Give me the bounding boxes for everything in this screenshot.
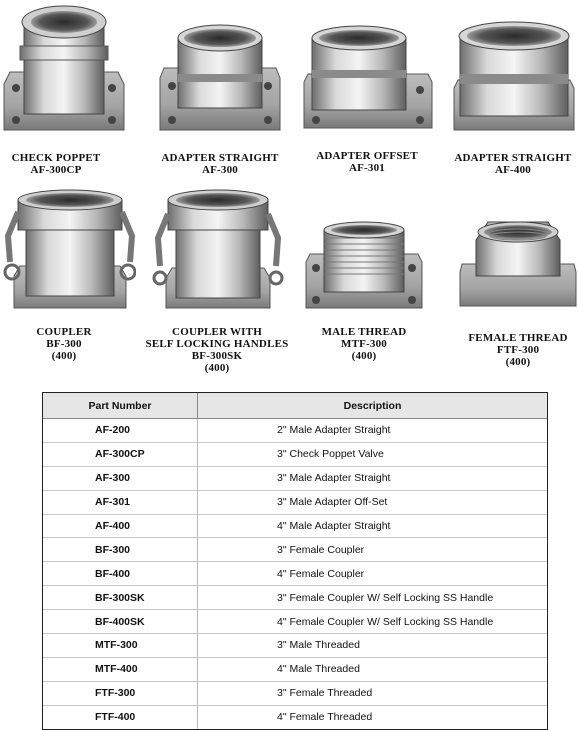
caption-line: AF-301 [348, 162, 386, 174]
product-caption-adapter-offset [300, 150, 434, 174]
caption-line: MALE THREAD [321, 326, 407, 338]
part-number-cell: BF-300 [43, 538, 198, 562]
male-thread-photo [304, 220, 424, 312]
description-cell: 3" Female Coupler [198, 538, 548, 562]
table-row [43, 610, 547, 634]
caption-line: AF-400 [494, 164, 532, 176]
table-row [43, 634, 547, 658]
table-row [43, 705, 547, 728]
description-cell: 4" Male Adapter Straight [198, 514, 548, 538]
product-caption-male-thread [306, 326, 422, 362]
caption-line: BF-300 [46, 338, 82, 350]
product-caption-adapter-straight-400 [448, 152, 578, 176]
table-row [43, 466, 547, 490]
part-number-cell: AF-200 [43, 419, 198, 443]
caption-line: SELF LOCKING HANDLES [145, 338, 289, 350]
table-row [43, 419, 547, 443]
part-number-cell: AF-301 [43, 490, 198, 514]
product-caption-check-poppet [0, 152, 112, 176]
description-cell: 2" Male Adapter Straight [277, 424, 391, 437]
description-cell: 4" Male Threaded [198, 657, 548, 681]
part-number-cell: BF-400 [43, 562, 198, 586]
table-row [43, 657, 547, 681]
part-number-cell: BF-400SK [43, 610, 198, 634]
caption-line: MTF-300 [340, 338, 387, 350]
check-poppet-photo [2, 2, 126, 136]
description-cell: 3" Male Adapter Straight [198, 466, 548, 490]
caption-line: BF-300SK [191, 350, 243, 362]
caption-line: ADAPTER OFFSET [316, 150, 418, 162]
table-body [43, 419, 547, 729]
caption-line: AF-300 [201, 164, 239, 176]
parts-table-grid [43, 393, 547, 729]
parts-table [42, 392, 548, 730]
table-row [43, 538, 547, 562]
table-row [43, 490, 547, 514]
adapter-straight-400-photo [452, 18, 576, 134]
table-row [43, 681, 547, 705]
caption-line: CHECK POPPET [11, 152, 101, 164]
caption-line: COUPLER WITH [172, 326, 262, 338]
part-number-cell: BF-300SK [43, 586, 198, 610]
table-row [43, 562, 547, 586]
coupler-self-locking-photo [150, 186, 284, 312]
description-cell: 3" Check Poppet Valve [198, 442, 548, 466]
caption-line: (400) [204, 362, 230, 374]
adapter-offset-photo [302, 24, 434, 132]
adapter-straight-300-photo [158, 24, 282, 134]
description-cell: 3" Male Threaded [198, 634, 548, 658]
part-number-cell: AF-300CP [43, 442, 198, 466]
table-header-row [43, 393, 547, 419]
part-number-cell: FTF-400 [43, 705, 198, 728]
part-number-cell: FTF-300 [43, 681, 198, 705]
table-row [43, 442, 547, 466]
description-cell: 3" Female Coupler W/ Self Locking SS Handle [198, 586, 548, 610]
coupler-photo [2, 186, 136, 312]
caption-line: (400) [505, 356, 531, 368]
female-thread-photo [458, 214, 578, 310]
description-cell: 4" Female Coupler [198, 562, 548, 586]
table-row [43, 586, 547, 610]
header-description: Description [198, 393, 548, 419]
description-cell: 3" Female Threaded [198, 681, 548, 705]
description-cell: 4" Female Threaded [198, 705, 548, 728]
part-number-cell: AF-400 [43, 514, 198, 538]
caption-line: COUPLER [36, 326, 92, 338]
caption-line: FEMALE THREAD [468, 332, 568, 344]
part-number-cell: MTF-300 [43, 634, 198, 658]
caption-line: ADAPTER STRAIGHT [161, 152, 279, 164]
part-number-cell: MTF-400 [43, 657, 198, 681]
caption-line: ADAPTER STRAIGHT [454, 152, 572, 164]
part-number-cell: AF-300 [43, 466, 198, 490]
product-caption-coupler-self-locking [138, 326, 296, 374]
caption-line: (400) [51, 350, 77, 362]
description-cell: 3" Male Adapter Off-Set [198, 490, 548, 514]
caption-line: AF-300CP [30, 164, 82, 176]
caption-line: (400) [351, 350, 377, 362]
product-caption-coupler [8, 326, 120, 362]
header-part-number: Part Number [43, 393, 198, 419]
product-caption-female-thread [458, 332, 578, 368]
product-caption-adapter-straight-300 [148, 152, 292, 176]
caption-line: FTF-300 [496, 344, 540, 356]
description-cell: 4" Female Coupler W/ Self Locking SS Handle [198, 610, 548, 634]
table-row [43, 514, 547, 538]
